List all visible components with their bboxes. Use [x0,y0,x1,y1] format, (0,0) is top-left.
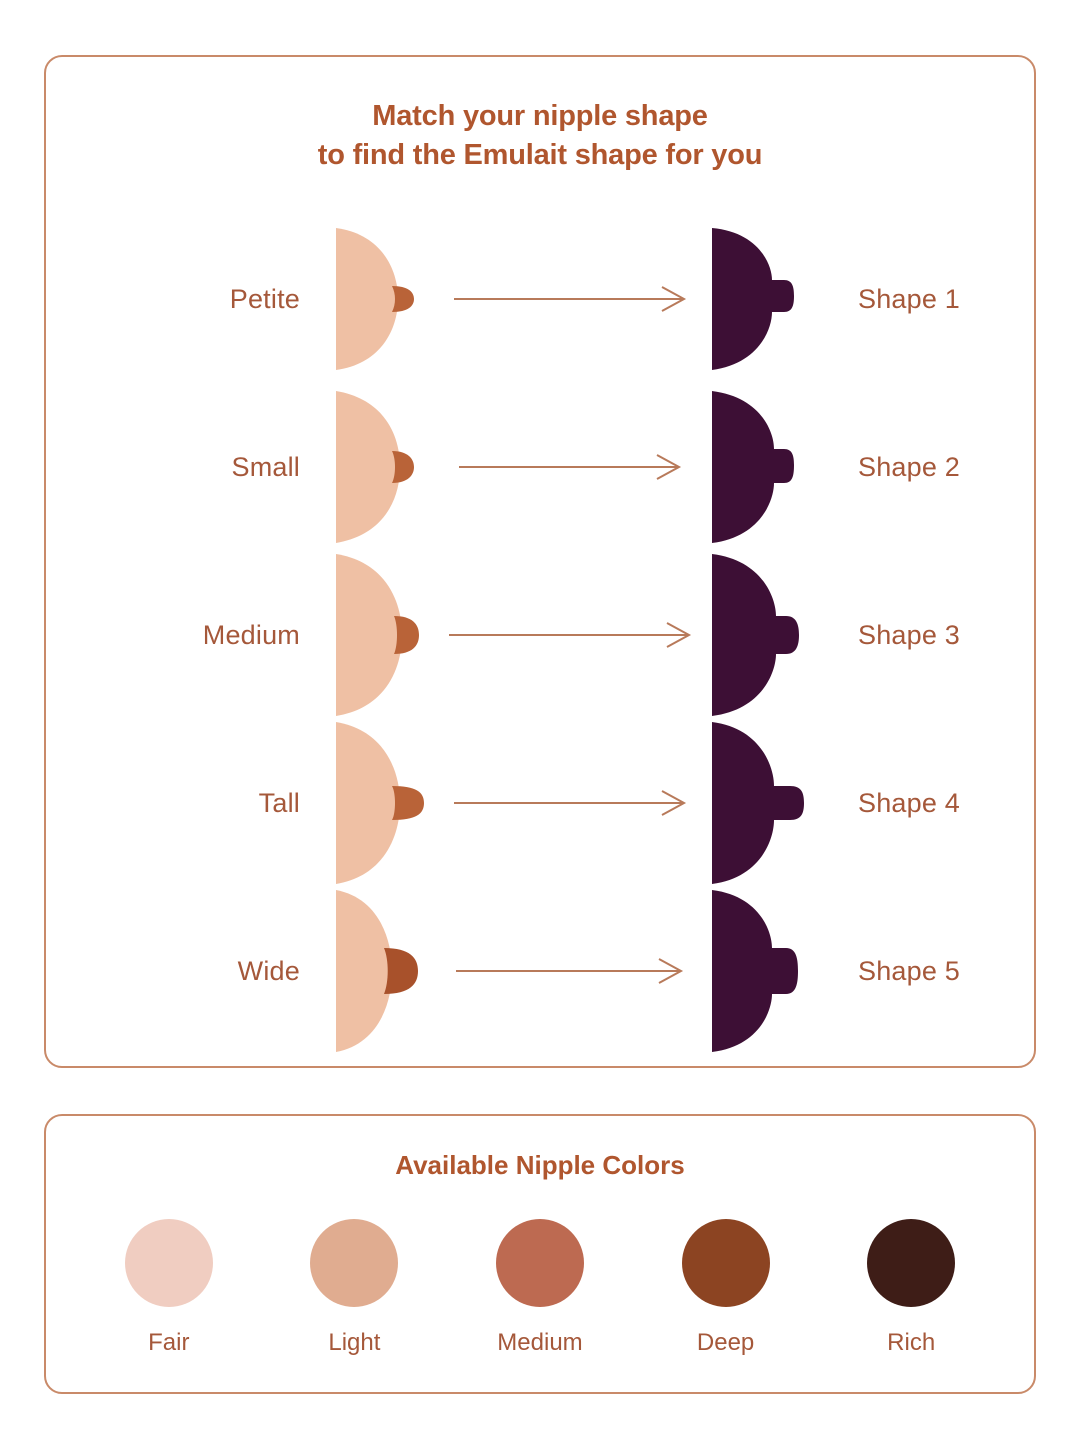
table-row [46,383,1034,551]
color-swatch-fair[interactable] [79,1219,259,1357]
breast-illustration-cell [326,224,436,374]
color-swatch-rich[interactable] [821,1219,1001,1357]
arrow-right-icon [456,958,686,984]
breast-illustration-cell [326,886,436,1056]
breast-illustration-cell [326,718,436,888]
row-right-label: Shape 2 [858,451,960,482]
swatch-dot [125,1219,213,1307]
page-title [46,91,1034,175]
shape-match-card [44,55,1036,1068]
shape-rows [46,215,1034,1055]
product-illustration-cell [706,224,826,374]
row-right-label: Shape 4 [858,787,960,818]
product-illustration-cell [706,718,826,888]
title-line-1: Match your nipple shape [372,100,708,132]
arrow-cell [436,286,706,312]
swatch-dot [496,1219,584,1307]
arrow-cell [436,790,706,816]
arrow-right-icon [449,622,694,648]
product-illustration-cell [706,886,826,1056]
arrow-cell [436,958,706,984]
color-swatch-list [76,1219,1004,1357]
emulait-shape-2-icon [706,387,796,547]
emulait-shape-1-icon [706,224,796,374]
emulait-shape-4-icon [706,718,806,888]
arrow-right-icon [459,454,684,480]
product-illustration-cell [706,550,826,720]
arrow-right-icon [454,790,689,816]
color-swatch-light[interactable] [264,1219,444,1357]
colors-title: Available Nipple Colors [395,1150,685,1180]
swatch-label: Rich [887,1329,936,1356]
swatch-label: Light [328,1329,381,1356]
breast-medium-icon [326,550,421,720]
title-line-2: to find the Emulait shape for you [317,139,763,171]
breast-tall-icon [326,718,426,888]
row-left-label: Wide [237,955,300,986]
swatch-label: Fair [148,1329,190,1356]
swatch-label: Deep [696,1329,755,1356]
breast-illustration-cell [326,550,436,720]
breast-small-icon [326,387,416,547]
table-row [46,215,1034,383]
swatch-label: Medium [497,1329,583,1356]
table-row [46,887,1034,1055]
table-row [46,719,1034,887]
product-illustration-cell [706,387,826,547]
available-colors-card [44,1114,1036,1394]
swatch-dot [682,1219,770,1307]
breast-wide-icon [326,886,421,1056]
row-left-label: Petite [229,283,300,314]
row-right-label: Shape 3 [858,619,960,650]
emulait-shape-3-icon [706,550,801,720]
row-right-label: Shape 1 [858,283,960,314]
row-left-label: Tall [258,787,300,818]
breast-petite-icon [326,224,416,374]
emulait-shape-5-icon [706,886,801,1056]
table-row [46,551,1034,719]
breast-illustration-cell [326,387,436,547]
color-swatch-deep[interactable] [636,1219,816,1357]
row-right-label: Shape 5 [858,955,960,986]
arrow-cell [436,622,706,648]
color-swatch-medium[interactable] [450,1219,630,1357]
arrow-right-icon [454,286,689,312]
row-left-label: Small [231,451,300,482]
row-left-label: Medium [202,619,300,650]
swatch-dot [867,1219,955,1307]
arrow-cell [436,454,706,480]
swatch-dot [310,1219,398,1307]
